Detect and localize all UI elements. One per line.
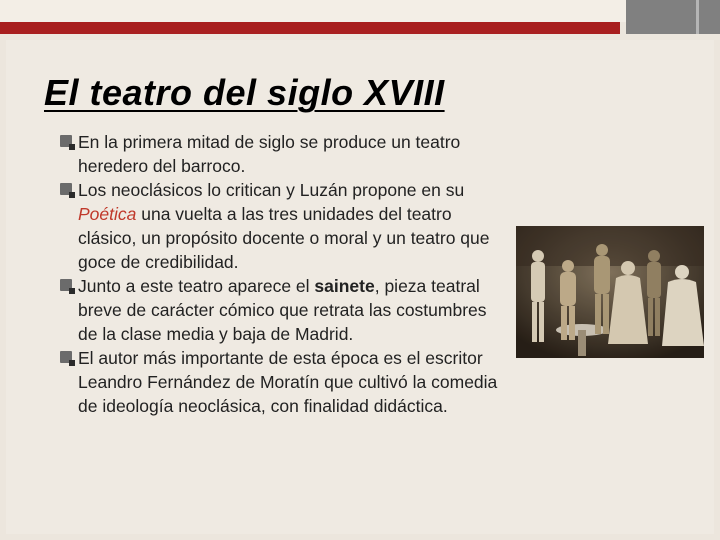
top-strip: [0, 0, 720, 22]
theatre-scene-photo: [516, 226, 704, 358]
term-sainete: sainete: [314, 276, 375, 296]
bullet-text: En la primera mitad de siglo se produce un teatro heredero del barroco.: [78, 132, 461, 176]
square-bullet-icon: [60, 279, 72, 291]
bullet-text: El autor más importante de esta época es el escritor Leandro Fernández de Moratín que cultivó la comedia de ideología neoclásica, con finalidad didáctica.: [78, 348, 498, 416]
bullet-text-pre: Junto a este teatro aparece el: [78, 276, 315, 296]
bullet-text-post: , pieza teatral breve de carácter cómico que retrata las costumbres de la clase media y baja de Madrid.: [78, 276, 487, 344]
bullet-text-pre: Los neoclásicos lo critican y Luzán propone en su: [78, 180, 465, 200]
bullet-text-post: una vuelta a las tres unidades del teatro clásico, un propósito docente o moral y un teatro que goce de credibilidad.: [78, 204, 490, 272]
bullet-item: [58, 346, 498, 418]
slide-title: El teatro del siglo XVIII: [44, 72, 445, 113]
square-bullet-icon: [60, 351, 72, 363]
square-bullet-icon: [60, 183, 72, 195]
bullet-list: [58, 130, 498, 418]
accent-bar: [0, 22, 620, 34]
work-title-poetica: Poética: [78, 204, 137, 224]
square-bullet-icon: [60, 135, 72, 147]
bullet-item: [58, 130, 498, 178]
bullet-item: [58, 178, 498, 274]
bullet-item: [58, 274, 498, 346]
theatre-scene-image: [516, 226, 704, 358]
corner-decoration: [626, 0, 720, 34]
